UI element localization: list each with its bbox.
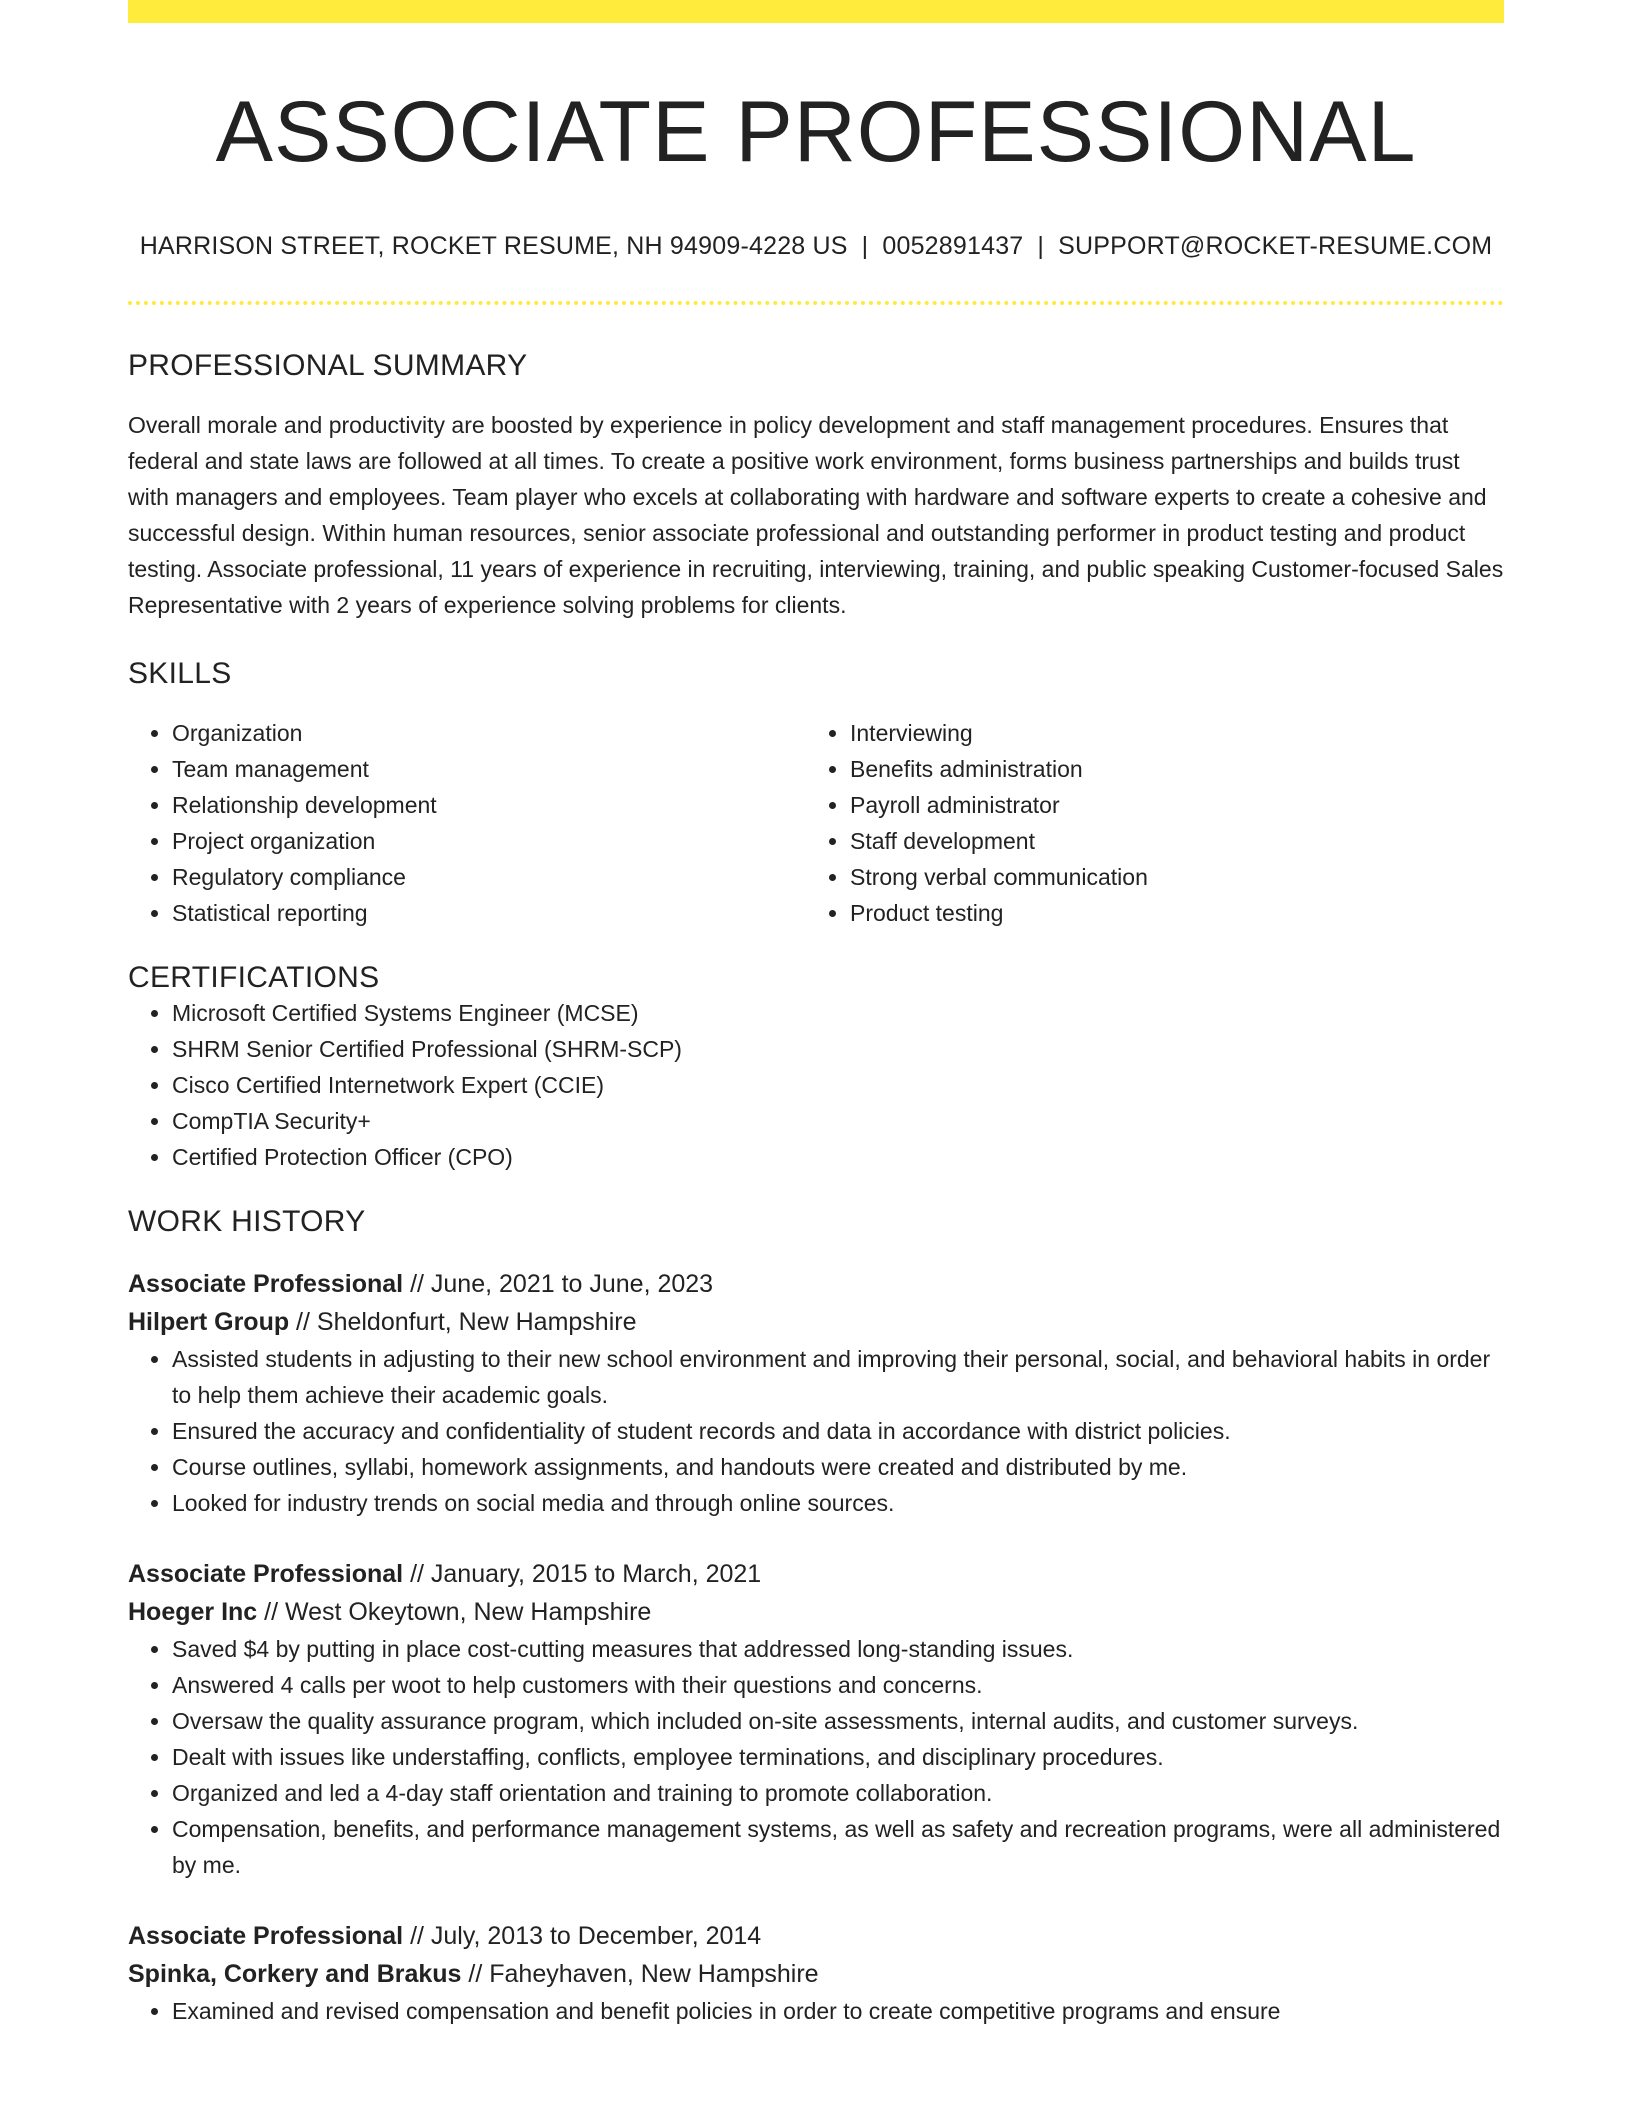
job-location: // West Okeytown, New Hampshire bbox=[257, 1597, 652, 1626]
resume-name: ASSOCIATE PROFESSIONAL bbox=[215, 84, 1417, 180]
skill-item: • Benefits administration bbox=[850, 751, 1484, 787]
certifications-heading: CERTIFICATIONS bbox=[128, 960, 380, 994]
job-role: Associate Professional bbox=[128, 1559, 404, 1588]
job-duties-list bbox=[128, 1341, 1504, 1521]
job-dates: // January, 2015 to March, 2021 bbox=[403, 1559, 762, 1588]
job-duty: • Answered 4 calls per woot to help customers with their questions and concerns. bbox=[172, 1667, 1504, 1703]
skill-item: • Interviewing bbox=[850, 715, 1484, 751]
skills-list-right bbox=[806, 715, 1484, 931]
skill-item: • Relationship development bbox=[172, 787, 806, 823]
job-duty: • Compensation, benefits, and performance management systems, as well as safety and recreation programs, were all administered by me. bbox=[172, 1811, 1504, 1883]
job-role: Associate Professional bbox=[128, 1921, 404, 1950]
certification-item: • CompTIA Security+ bbox=[172, 1103, 1504, 1139]
job-duty: • Examined and revised compensation and benefit policies in order to create competitive programs and ensure bbox=[172, 1993, 1504, 2029]
job-location: // Faheyhaven, New Hampshire bbox=[461, 1959, 819, 1988]
job-entry bbox=[128, 1917, 1504, 2029]
job-duties-list bbox=[128, 1631, 1504, 1883]
skill-item: • Staff development bbox=[850, 823, 1484, 859]
job-title-line bbox=[128, 1555, 1504, 1593]
job-title-line bbox=[128, 1265, 1504, 1303]
certification-item: • SHRM Senior Certified Professional (SHRM-SCP) bbox=[172, 1031, 1504, 1067]
contact-address: HARRISON STREET, ROCKET RESUME, NH 94909-4228 US bbox=[139, 231, 848, 260]
job-company-line bbox=[128, 1955, 1504, 1993]
skills-heading: SKILLS bbox=[128, 656, 232, 690]
job-duty: • Saved $4 by putting in place cost-cutting measures that addressed long-standing issues. bbox=[172, 1631, 1504, 1667]
job-role: Associate Professional bbox=[128, 1269, 404, 1298]
skill-item: • Project organization bbox=[172, 823, 806, 859]
job-dates: // June, 2021 to June, 2023 bbox=[403, 1269, 714, 1298]
certification-item: • Microsoft Certified Systems Engineer (MCSE) bbox=[172, 995, 1504, 1031]
job-duty: • Ensured the accuracy and confidentiality of student records and data in accordance with district policies. bbox=[172, 1413, 1504, 1449]
job-duties-list bbox=[128, 1993, 1504, 2029]
skill-item: • Organization bbox=[172, 715, 806, 751]
job-company: Spinka, Corkery and Brakus bbox=[128, 1959, 462, 1988]
contact-separator: | bbox=[861, 231, 869, 260]
dotted-divider bbox=[128, 301, 1504, 305]
skill-item: • Payroll administrator bbox=[850, 787, 1484, 823]
certification-item: • Certified Protection Officer (CPO) bbox=[172, 1139, 1504, 1175]
job-duty: • Dealt with issues like understaffing, conflicts, employee terminations, and disciplinary procedures. bbox=[172, 1739, 1504, 1775]
summary-heading: PROFESSIONAL SUMMARY bbox=[128, 348, 528, 382]
work-history-heading: WORK HISTORY bbox=[128, 1204, 366, 1238]
skills-list-left bbox=[128, 715, 806, 931]
job-duty: • Oversaw the quality assurance program, which included on-site assessments, internal audits, and customer surveys. bbox=[172, 1703, 1504, 1739]
accent-bar bbox=[128, 0, 1504, 23]
skills-grid bbox=[128, 715, 1504, 931]
skills-column-left bbox=[128, 715, 806, 931]
contact-email[interactable]: SUPPORT@ROCKET-RESUME.COM bbox=[1058, 231, 1493, 260]
job-dates: // July, 2013 to December, 2014 bbox=[403, 1921, 762, 1950]
job-duty: • Assisted students in adjusting to their new school environment and improving their personal, social, and behavioral habits in order to help them achieve their academic goals. bbox=[172, 1341, 1504, 1413]
contact-line bbox=[128, 232, 1504, 261]
resume-page bbox=[128, 0, 1504, 2029]
job-entry bbox=[128, 1265, 1504, 1521]
skill-item: • Regulatory compliance bbox=[172, 859, 806, 895]
job-location: // Sheldonfurt, New Hampshire bbox=[289, 1307, 637, 1336]
skill-item: • Strong verbal communication bbox=[850, 859, 1484, 895]
job-duty: • Course outlines, syllabi, homework assignments, and handouts were created and distributed by me. bbox=[172, 1449, 1504, 1485]
job-company: Hoeger Inc bbox=[128, 1597, 258, 1626]
skill-item: • Team management bbox=[172, 751, 806, 787]
contact-separator: | bbox=[1037, 231, 1045, 260]
contact-phone: 0052891437 bbox=[882, 231, 1024, 260]
job-company-line bbox=[128, 1593, 1504, 1631]
summary-text: Overall morale and productivity are boosted by experience in policy development and staff management procedures. Ensures that federal and state laws are followed at all times. To create a positive work environment, forms business partnerships and builds trust with managers and employees. Team player who excels at collaborating with hardware and software experts to create a cohesive and successful design. Within human resources, senior associate professional and outstanding performer in product testing and product testing. Associate professional, 11 years of experience in recruiting, interviewing, training, and public speaking Customer-focused Sales Representative with 2 years of experience solving problems for clients. bbox=[128, 411, 1504, 618]
skills-column-right bbox=[806, 715, 1484, 931]
skill-item: • Statistical reporting bbox=[172, 895, 806, 931]
job-entry bbox=[128, 1555, 1504, 1883]
job-title-line bbox=[128, 1917, 1504, 1955]
skill-item: • Product testing bbox=[850, 895, 1484, 931]
job-company-line bbox=[128, 1303, 1504, 1341]
certifications-list bbox=[128, 995, 1504, 1175]
job-company: Hilpert Group bbox=[128, 1307, 290, 1336]
certification-item: • Cisco Certified Internetwork Expert (CCIE) bbox=[172, 1067, 1504, 1103]
job-duty: • Looked for industry trends on social media and through online sources. bbox=[172, 1485, 1504, 1521]
job-duty: • Organized and led a 4-day staff orientation and training to promote collaboration. bbox=[172, 1775, 1504, 1811]
